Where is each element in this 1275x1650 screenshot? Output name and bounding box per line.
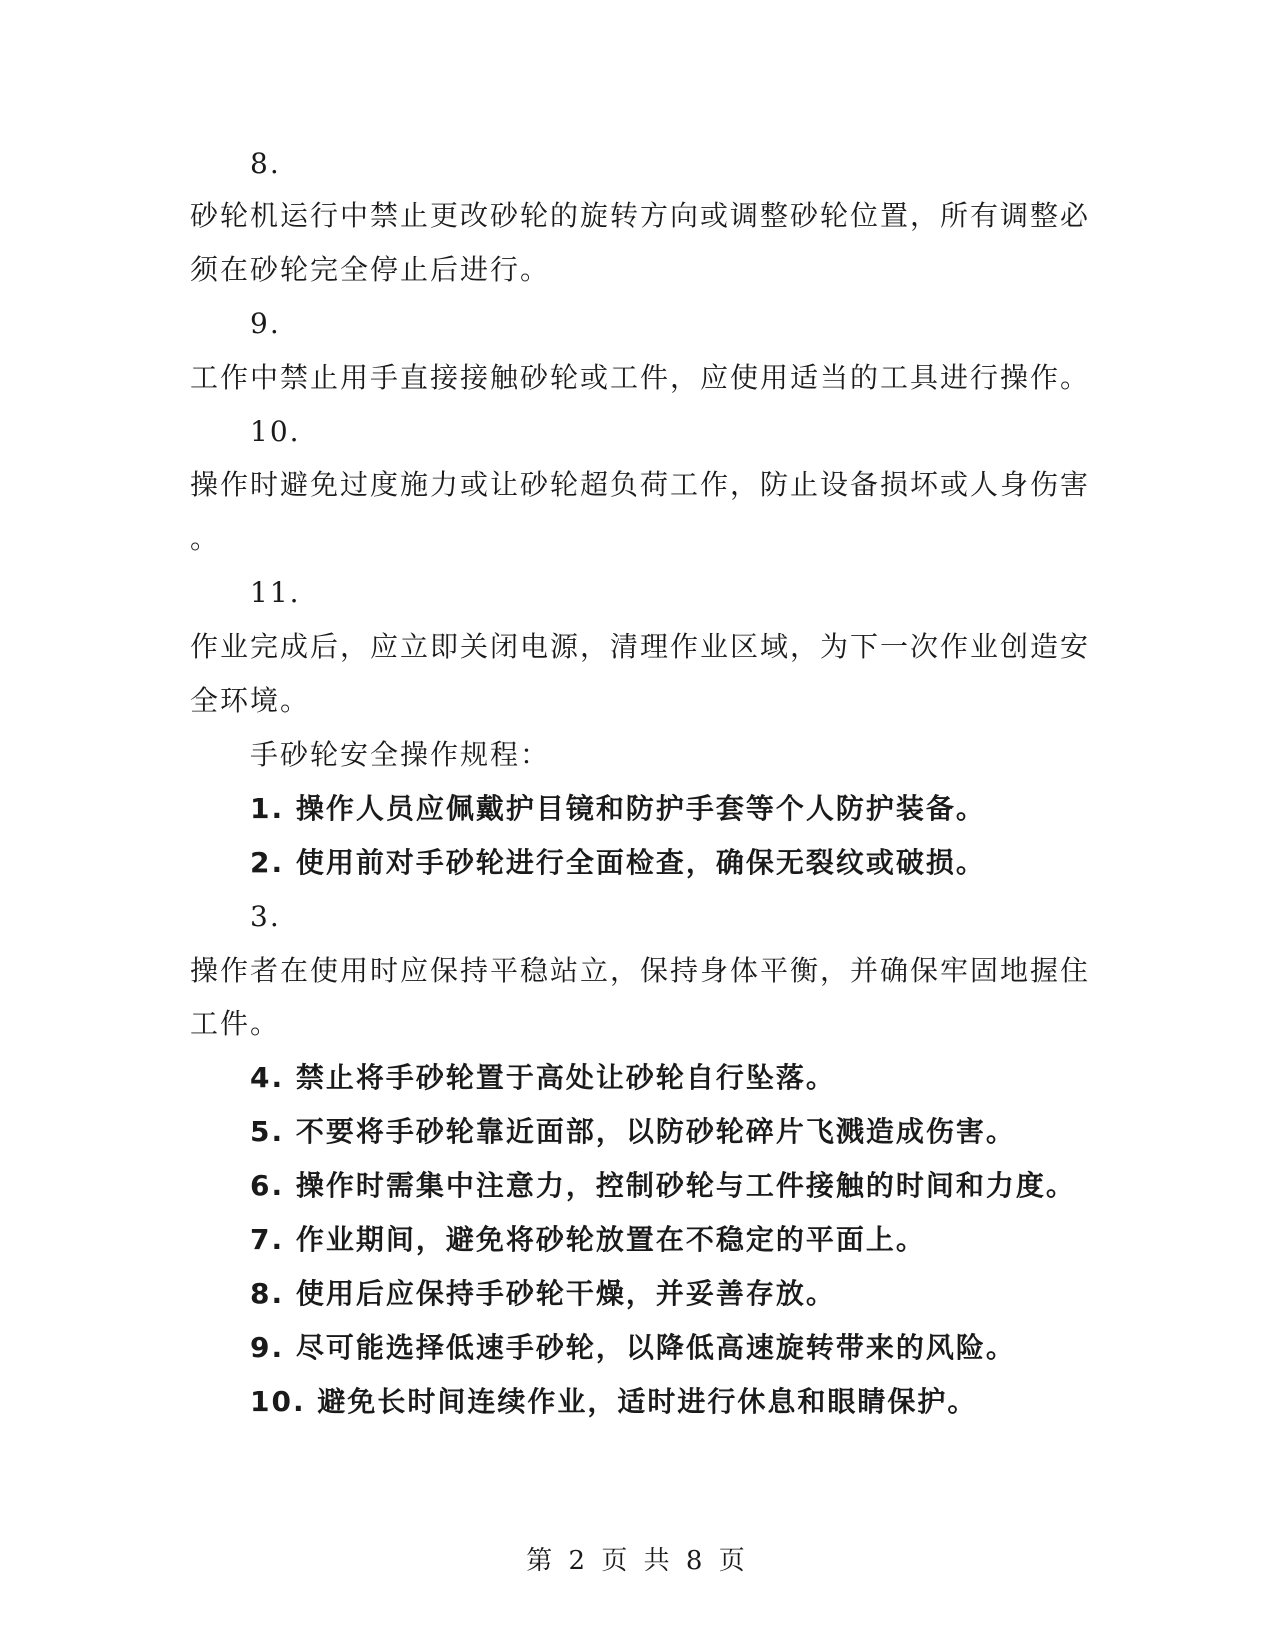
paragraph-line: 全环境。 — [190, 684, 311, 717]
paragraph-line: 操作者在使用时应保持平稳站立，保持身体平衡，并确保牢固地握住 — [190, 954, 1091, 987]
paragraph-line: 操作时避免过度施力或让砂轮超负荷工作，防止设备损坏或人身伤害 — [190, 468, 1091, 501]
section-heading: 手砂轮安全操作规程： — [250, 738, 551, 771]
item-number-10: 10. — [250, 415, 301, 448]
paragraph-line: 砂轮机运行中禁止更改砂轮的旋转方向或调整砂轮位置，所有调整必 — [190, 199, 1091, 232]
paragraph-line: 工作中禁止用手直接接触砂轮或工件，应使用适当的工具进行操作。 — [190, 361, 1091, 394]
paragraph-line: 工件。 — [190, 1007, 281, 1040]
item-number-3: 3. — [250, 900, 281, 933]
paragraph-line: 作业完成后，应立即关闭电源，清理作业区域，为下一次作业创造安 — [190, 630, 1091, 663]
list-item: 2. 使用前对手砂轮进行全面检查，确保无裂纹或破损。 — [250, 846, 986, 879]
list-item: 7. 作业期间，避免将砂轮放置在不稳定的平面上。 — [250, 1223, 926, 1256]
paragraph-line: 。 — [190, 522, 221, 555]
list-item: 8. 使用后应保持手砂轮干燥，并妥善存放。 — [250, 1277, 836, 1310]
list-item: 1. 操作人员应佩戴护目镜和防护手套等个人防护装备。 — [250, 792, 986, 825]
list-item: 4. 禁止将手砂轮置于高处让砂轮自行坠落。 — [250, 1061, 836, 1094]
list-item: 10. 避免长时间连续作业，适时进行休息和眼睛保护。 — [250, 1385, 978, 1418]
list-item: 5. 不要将手砂轮靠近面部，以防砂轮碎片飞溅造成伤害。 — [250, 1115, 1016, 1148]
list-item: 6. 操作时需集中注意力，控制砂轮与工件接触的时间和力度。 — [250, 1169, 1076, 1202]
item-number-11: 11. — [250, 576, 301, 609]
item-number-9: 9. — [250, 307, 281, 340]
item-number-8: 8. — [250, 147, 281, 180]
list-item: 9. 尽可能选择低速手砂轮，以降低高速旋转带来的风险。 — [250, 1331, 1016, 1364]
page-footer: 第 2 页 共 8 页 — [526, 1546, 749, 1576]
paragraph-line: 须在砂轮完全停止后进行。 — [190, 253, 551, 286]
